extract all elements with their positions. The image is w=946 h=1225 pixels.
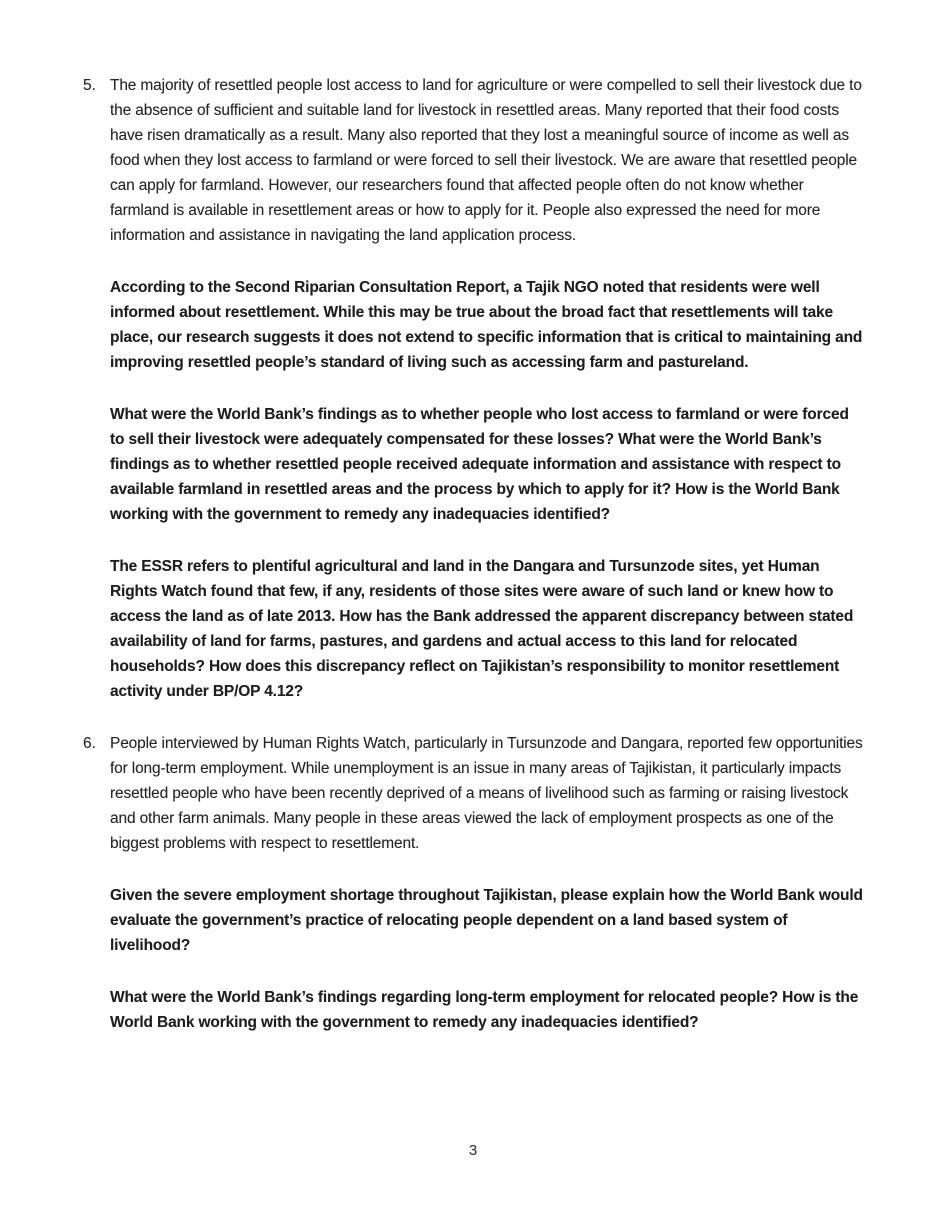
item-6-question-paragraph-1: Given the severe employment shortage throughout Tajikistan, please explain how the World Bank would evaluate the government’s practice of relocating people dependent on a land based system of livelihood? bbox=[110, 887, 863, 954]
item-5-question-paragraph-2: What were the World Bank’s findings as to whether people who lost access to farmland or were forced to sell their livestock were adequately compensated for these losses? What were the World Bank’s findings as to whether resettled people received adequate information and assistance with respect to available farmland in resettled areas and the process by which to apply for it? How is the World Bank working with the government to remedy any inadequacies identified? bbox=[110, 406, 849, 523]
item-5-number: 5. bbox=[83, 77, 96, 94]
numbered-item-5 bbox=[83, 73, 864, 248]
item-5-question-paragraph-3: The ESSR refers to plentiful agricultural and land in the Dangara and Tursunzode sites, yet Human Rights Watch found that few, if any, residents of those sites were aware of such land or knew how to access the land as of late 2013. How has the Bank addressed the apparent discrepancy between stated availability of land for farms, pastures, and gardens and actual access to this land for relocated households? How does this discrepancy reflect on Tajikistan’s responsibility to monitor resettlement activity under BP/OP 4.12? bbox=[110, 558, 854, 700]
item-6-question-paragraph-2: What were the World Bank’s findings regarding long-term employment for relocated people? How is the World Bank working with the government to remedy any inadequacies identified? bbox=[110, 989, 859, 1031]
item-5-text: The majority of resettled people lost access to land for agriculture or were compelled to sell their livestock due to the absence of sufficient and suitable land for livestock in resettled areas. Many reported that their food costs have risen dramatically as a result. Many also reported that they lost a meaningful source of income as well as food when they lost access to farmland or were forced to sell their livestock. We are aware that resettled people can apply for farmland. However, our researchers found that affected people often do not know whether farmland is available in resettlement areas or how to apply for it. People also expressed the need for more information and assistance in navigating the land application process. bbox=[110, 77, 862, 244]
item-6-number: 6. bbox=[83, 735, 96, 752]
item-5-question-paragraph-1: According to the Second Riparian Consultation Report, a Tajik NGO noted that residents were well informed about resettlement. While this may be true about the broad fact that resettlements will take place, our research suggests it does not extend to specific information that is critical to maintaining and improving resettled people’s standard of living such as accessing farm and pastureland. bbox=[110, 279, 863, 371]
page-number: 3 bbox=[468, 1142, 478, 1159]
numbered-item-6 bbox=[83, 731, 864, 856]
item-6-text: People interviewed by Human Rights Watch, particularly in Tursunzode and Dangara, reported few opportunities for long-term employment. While unemployment is an issue in many areas of Tajikistan, it particularly impacts resettled people who have been recently deprived of a means of livelihood such as farming or raising livestock and other farm animals. Many people in these areas viewed the lack of employment prospects as one of the biggest problems with respect to resettlement. bbox=[110, 735, 863, 852]
